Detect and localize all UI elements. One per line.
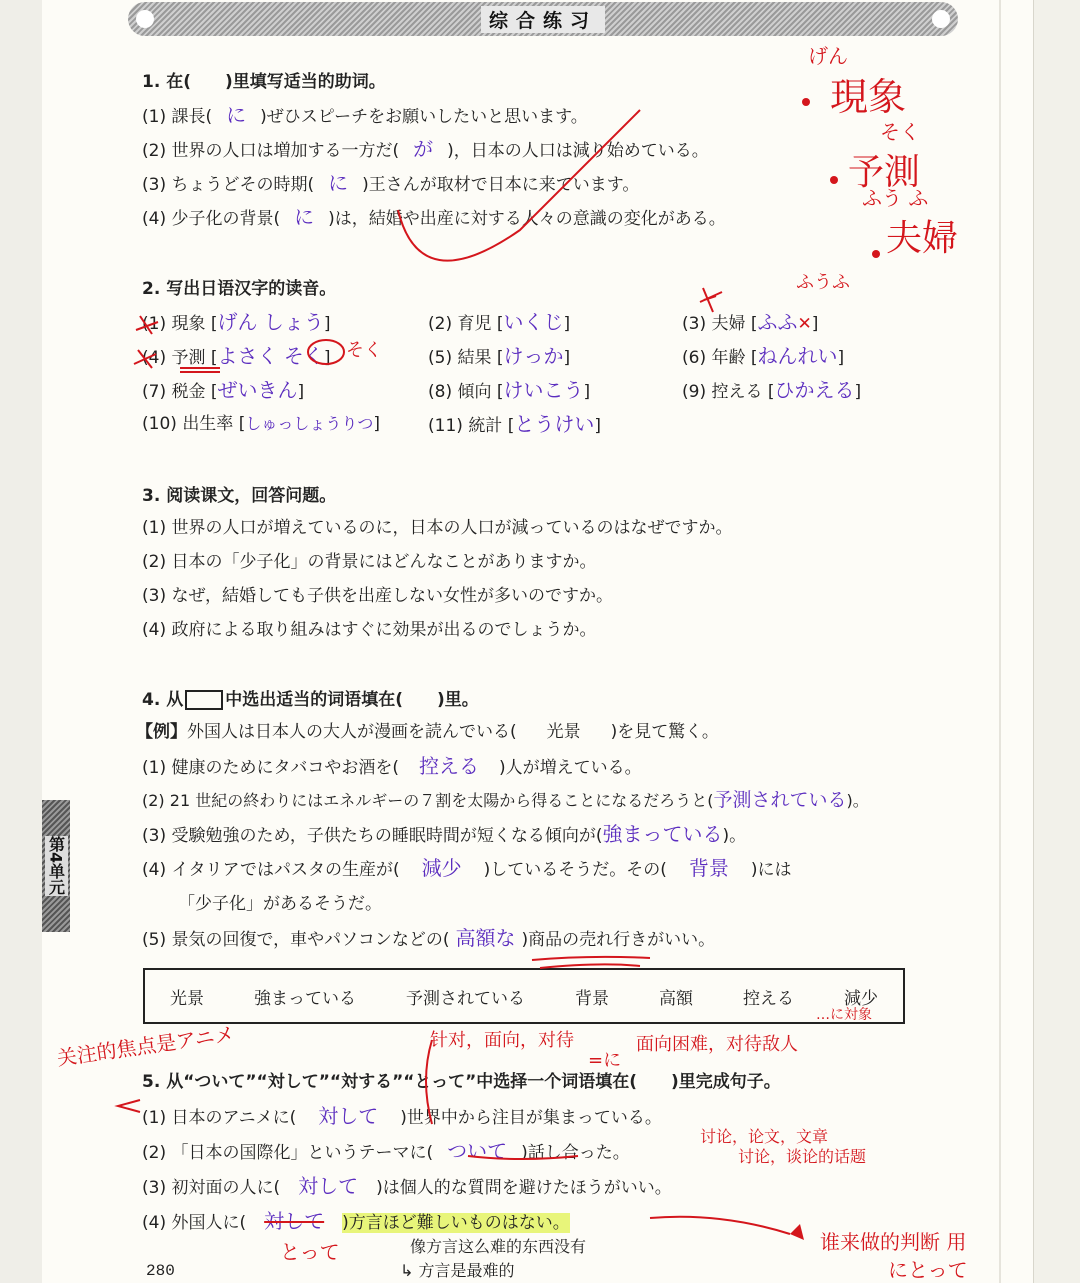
section3-heading: 3. 阅读课文，回答问题。 <box>142 486 337 506</box>
margin-note: =に <box>588 1050 622 1071</box>
answer: に <box>328 171 349 195</box>
fill-item: (3) 初対面の人に( 対して )は個人的な質問を避けたほうがいい。 <box>142 1174 672 1198</box>
example-item: 【例】外国人は日本人の大人が漫画を読んでいる( 光景 )を見て驚く。 <box>136 722 719 742</box>
margin-note: 像方言这么难的东西没有 <box>410 1237 587 1256</box>
word-choice: 強まっている <box>254 988 356 1009</box>
note-reading: そく <box>880 120 920 144</box>
page-number: 280 <box>146 1262 175 1280</box>
correction-note: とって <box>280 1240 340 1264</box>
reading-item: (9) 控える [ひかえる] <box>682 378 862 402</box>
reading-item: (1) 現象 [げん しょう] <box>142 310 331 334</box>
fill-item: (2) 「日本の国際化」というテーマに( ついて )話し合った。 <box>142 1139 630 1163</box>
margin-note: 关注的焦点是アニメ <box>55 1021 237 1071</box>
reading-item: (3) 夫婦 [ふふ✕] <box>682 310 819 334</box>
section5-heading: 5. 从“ついて”“対して”“対する”“とって”中选择一个词语填在( )里完成句子。 <box>142 1072 781 1092</box>
note-kanji: 現象 <box>830 75 907 119</box>
binder-hole-icon <box>932 10 950 28</box>
page-margin-right <box>1033 0 1080 1283</box>
unit-tab-label: 第4单元 <box>46 836 66 896</box>
page-margin-left <box>0 0 42 1283</box>
note-kanji: 予測 <box>848 152 921 193</box>
fill-item: (3) 受験勉強のため，子供たちの睡眠時間が短くなる傾向が(強まっている)。 <box>142 822 747 846</box>
section4-heading: 4. 从 中选出适当的词语填在( )里。 <box>142 690 479 710</box>
note-kanji: 夫婦 <box>886 218 959 259</box>
correction-note: ふうふ <box>796 272 850 293</box>
bullet-icon <box>802 98 810 106</box>
word-choice: 光景 <box>170 988 204 1009</box>
section1-item: (4) 少子化の背景( に )は，結婚や出産に対する人々の意識の変化がある。 <box>142 205 726 229</box>
question-item: (2) 日本の「少子化」の背景にはどんなことがありますか。 <box>142 552 597 572</box>
page-title: 综合练习 <box>481 6 605 33</box>
arrow-stroke <box>118 1100 140 1112</box>
correction-note: そく <box>346 340 382 361</box>
blank-box-icon <box>185 690 223 710</box>
underline-stroke <box>532 957 650 968</box>
section1-item: (3) ちょうどその時期( に )王さんが取材で日本に来ています。 <box>142 171 640 195</box>
note-reading: げん <box>808 44 848 68</box>
question-item: (1) 世界の人口が増えているのに，日本の人口が減っているのはなぜですか。 <box>142 518 733 538</box>
margin-note: 面向困难，对待敌人 <box>636 1034 798 1055</box>
word-choice-box <box>143 968 905 1024</box>
answer: に <box>294 205 315 229</box>
reading-item: (8) 傾向 [けいこう] <box>428 378 591 402</box>
binder-hole-icon <box>136 10 154 28</box>
margin-note: 针对，面向，对待 <box>430 1030 574 1051</box>
fill-item: (1) 健康のためにタバコやお酒を( 控える )人が増えている。 <box>142 754 642 778</box>
fill-item: (5) 景気の回復で，車やパソコンなどの( 高額な )商品の売れ行きがいい。 <box>142 926 716 950</box>
word-choice: 予測されている <box>406 988 525 1009</box>
answer: が <box>413 137 434 161</box>
answer: に <box>226 103 247 127</box>
margin-note: 讨论，谈论的话题 <box>738 1147 867 1166</box>
word-box-note: …に対象 <box>816 1007 872 1023</box>
word-choice: 高額 <box>659 988 693 1009</box>
reading-item: (11) 統計 [とうけい] <box>428 412 601 436</box>
note-reading: ふう ふ <box>862 186 929 210</box>
reading-item: (4) 予測 [よさく そく] <box>142 344 331 368</box>
fill-item: (2) 21 世紀の終わりにはエネルギーの７割を太陽から得ることになるだろうと(予測されている)。 <box>142 789 869 811</box>
word-choice: 背景 <box>575 988 609 1009</box>
reading-item: (6) 年齢 [ねんれい] <box>682 344 845 368</box>
reading-item: (2) 育児 [いくじ] <box>428 310 571 334</box>
arrow-stroke <box>650 1217 790 1234</box>
arrowhead-icon <box>790 1224 804 1240</box>
section1-item: (1) 課長( に )ぜひスピーチをお願いしたいと思います。 <box>142 103 588 127</box>
bullet-icon <box>872 250 880 258</box>
margin-note: ↳ 方言是最难的 <box>400 1261 515 1280</box>
star-mark-icon <box>700 288 722 312</box>
margin-note: 谁来做的判断 用 <box>820 1230 967 1254</box>
bullet-icon <box>830 176 838 184</box>
margin-note: 讨论，论文，文章 <box>700 1127 829 1146</box>
section1-item: (2) 世界の人口は増加する一方だ( が )，日本の人口は減り始めている。 <box>142 137 709 161</box>
question-item: (3) なぜ，結婚しても子供を出産しない女性が多いのですか。 <box>142 586 613 606</box>
reading-item: (10) 出生率 [しゅっしょうりつ] <box>142 414 381 434</box>
word-choice: 控える <box>743 988 794 1009</box>
fill-item: (4) イタリアではパスタの生産が( 減少 )しているそうだ。その( 背景 )には <box>142 856 792 880</box>
fill-item: (1) 日本のアニメに( 対して )世界中から注目が集まっている。 <box>142 1104 662 1128</box>
section1-heading: 1. 在( )里填写适当的助词。 <box>142 72 386 92</box>
page-header <box>128 2 958 36</box>
margin-note: にとって <box>888 1258 968 1282</box>
question-item: (4) 政府による取り組みはすぐに効果が出るのでしょうか。 <box>142 620 597 640</box>
word-choice: 減少 <box>844 988 878 1009</box>
section2-heading: 2. 写出日语汉字的读音。 <box>142 279 337 299</box>
fill-item: (4) 外国人に( 対して )方言ほど難しいものはない。 <box>142 1209 570 1233</box>
reading-item: (7) 税金 [ぜいきん] <box>142 378 305 402</box>
fill-item-continued: 「少子化」があるそうだ。 <box>178 894 382 914</box>
reading-item: (5) 結果 [けっか] <box>428 344 571 368</box>
unit-tab <box>42 800 70 932</box>
